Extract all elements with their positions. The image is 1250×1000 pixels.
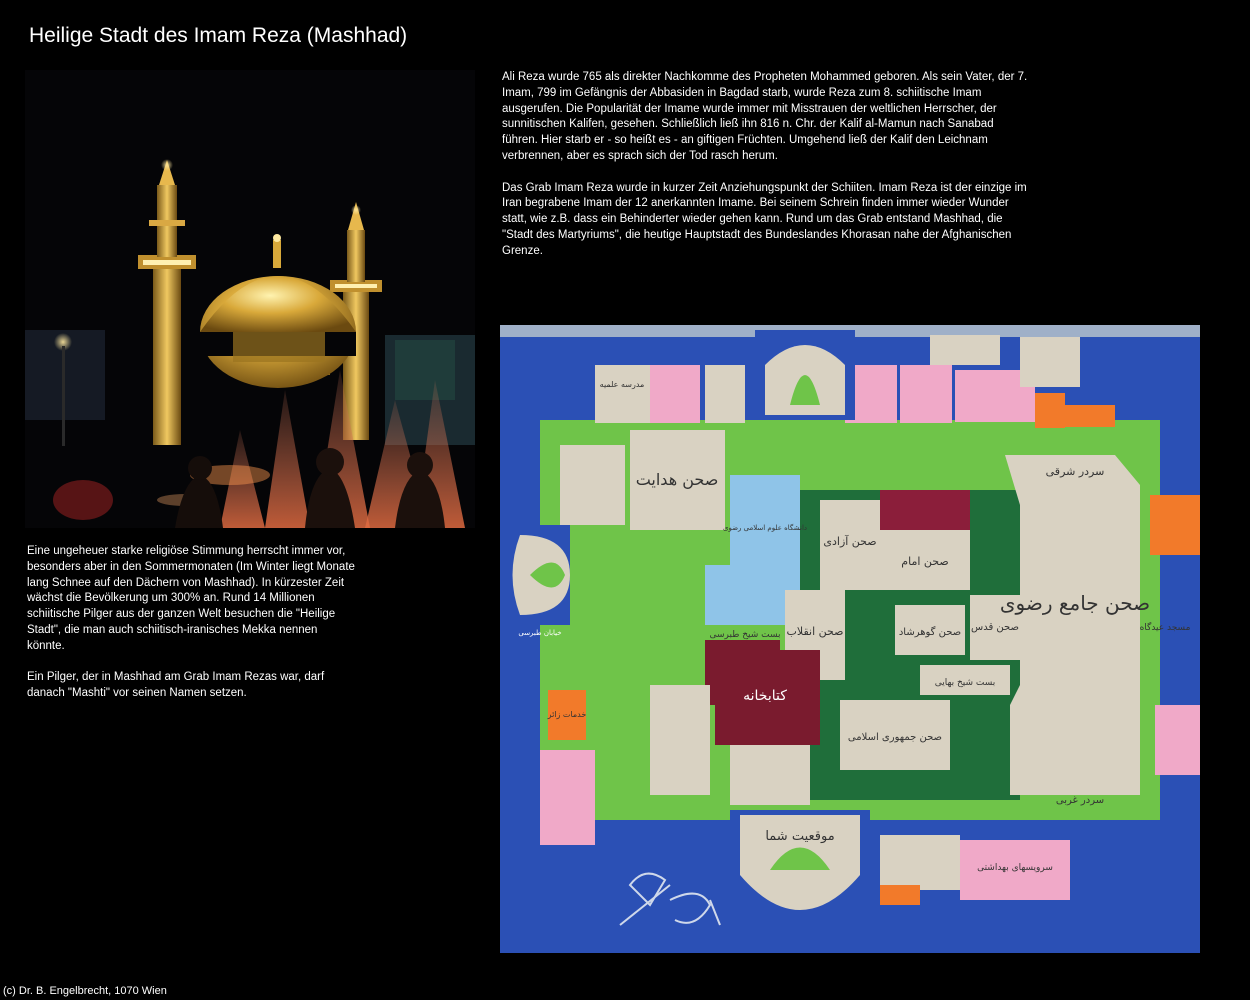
label-daneshgah: دانشگاه علوم اسلامی رضوی	[722, 524, 808, 532]
left-caption-paragraph: Ein Pilger, der in Mashhad am Grab Imam Rezas war, darf danach "Mashti" vor seinen Namen setzen.	[27, 671, 325, 700]
label-khadamat: خدمات زائر	[547, 710, 587, 719]
label-sahn-jame: صحن جامع رضوی	[999, 591, 1151, 615]
label-sahn-gohar: صحن گوهرشاد	[898, 627, 962, 638]
label-sahn-imam: صحن امام	[901, 555, 949, 568]
label-sahn-qods: صحن قدس	[971, 622, 1019, 633]
label-masjed-eidgah: مسجد عیدگاه	[1139, 623, 1191, 633]
label-mowqeiyat-shoma: موقعیت شما	[765, 829, 835, 844]
label-khiaban-tabarsi: خیابان طبرسی	[518, 629, 562, 637]
label-sahn-jomhuri: صحن جمهوری اسلامی	[847, 732, 943, 743]
shrine-complex-map	[500, 325, 1200, 953]
right-caption-paragraph: Das Grab Imam Reza wurde in kurzer Zeit Anziehungspunkt der Schiiten. Imam Reza ist der einzige im Iran begrabene Imam der 12 anerkannten Imame. Bei seinem Schrein finden immer wieder Wunder statt, wie z.B. dass ein Behinderter wieder gehen kann. Rund um das Grab entstand Mashhad, die "Stadt des Martyriums", die heutige Hauptstadt des Bundeslandes Khorasan nahe der Afghanischen Grenze.	[502, 181, 1027, 257]
label-madrese: مدرسه علمیه	[599, 380, 645, 389]
label-sahn-enghelab: صحن انقلاب	[786, 625, 844, 638]
page-title: Heilige Stadt des Imam Reza (Mashhad)	[29, 24, 408, 47]
copyright: (c) Dr. B. Engelbrecht, 1070 Wien	[3, 985, 167, 997]
label-bast-tabarsi: بست شیخ طبرسی	[709, 630, 781, 640]
label-ketabkhaneh: کتابخانه	[743, 688, 787, 704]
services-block	[540, 750, 595, 845]
left-caption	[27, 544, 357, 718]
label-serv-behdashti: سرویسهای بهداشتی	[977, 863, 1053, 873]
right-caption	[502, 70, 1032, 275]
label-sahn-azadi: صحن آزادی	[823, 535, 877, 548]
label-sar-dar-gharbi: سردر غربی	[1055, 795, 1105, 806]
label-sahn-hedayat: صحن هدایت	[635, 470, 719, 489]
label-bast-bahai: بست شیخ بهایی	[934, 678, 996, 688]
left-caption-paragraph: Eine ungeheuer starke religiöse Stimmung herrscht immer vor, besonders aber in den Sommermonaten (Im Winter liegt Monate lang Schnee auf den Dächern von Mashhad). In kürzester Zeit wächst die Bevölkerung um 300% an. Rund 14 Millionen schiitische Pilger aus der ganzen Welt besuchen die "Heilige Stadt", die man auch schiitisch-iranisches Mekka nennen könnte.	[27, 545, 355, 652]
sahn-jame	[1005, 455, 1140, 795]
right-caption-paragraph: Ali Reza wurde 765 als direkter Nachkomme des Propheten Mohammed geboren. Als sein Vater, der 7. Imam, 799 im Gefängnis der Abbasiden in Bagdad starb, wurde Reza zum 8. schiitische Imam ausgerufen. Die Popularität der Imame wurde immer mit Misstrauen der weltlichen Herrscher, der sunnitischen Kalifen, gesehen. Schließlich ließ ihn 816 n. Chr. der Kalif al-Mamun nach Sanabad führen. Hier starb er - so heißt es - an giftigen Früchten. Umgehend ließ der Kalif den Leichnam verbrennen, aber es sprach sich der Tod rasch herum.	[502, 71, 1028, 162]
shrine-night-photo	[25, 70, 475, 528]
label-sar-dar-sharq: سردر شرقی	[1045, 465, 1105, 478]
